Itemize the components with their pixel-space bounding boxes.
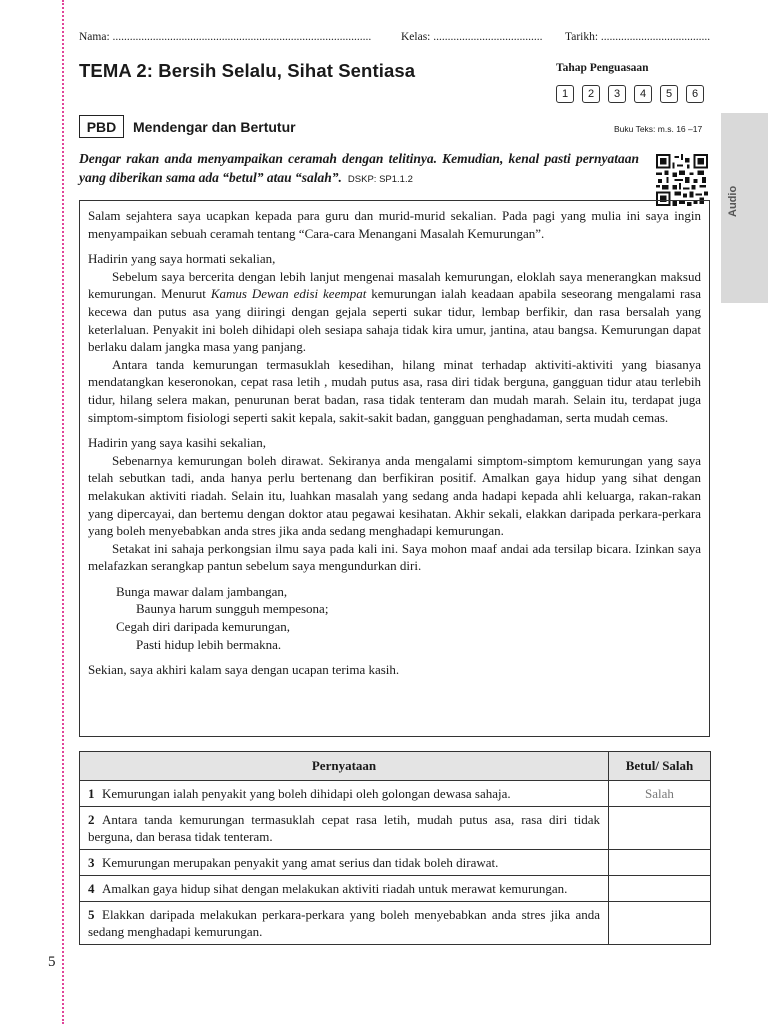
pantun-line: Bunga mawar dalam jambangan, — [116, 583, 288, 599]
statement-number: 3 — [88, 855, 95, 870]
pantun-line: Baunya harum sungguh mempesona; — [136, 601, 329, 617]
kelas-field[interactable]: Kelas: ...................................... — [401, 31, 543, 43]
passage-closing: Sekian, saya akhiri kalam saya dengan ucapan terima kasih. — [88, 662, 400, 678]
level-box[interactable]: 4 — [634, 85, 652, 103]
statement-cell — [80, 807, 609, 850]
level-box[interactable]: 2 — [582, 85, 600, 103]
textbook-reference: Buku Teks: m.s. 16 –17 — [614, 124, 703, 134]
answer-cell[interactable] — [609, 876, 711, 902]
statement-number: 5 — [88, 907, 95, 922]
tahap-levels — [556, 85, 704, 103]
section-subtitle: Mendengar dan Bertutur — [133, 119, 296, 135]
statement-number: 1 — [88, 786, 95, 801]
table-row — [80, 876, 711, 902]
statement-text: Elakkan daripada melakukan perkara-perkara yang boleh menyebabkan anda stres jika anda sedang menghadapi kemurungan. — [88, 907, 600, 939]
statement-table — [79, 751, 711, 945]
margin-dotted-line — [62, 0, 64, 1024]
instruction-text: Dengar rakan anda menyampaikan ceramah dengan telitinya. Kemudian, kenal pasti pernyataan yang diberikan sama ada “betul” atau “salah”. — [79, 151, 639, 185]
instruction — [79, 149, 639, 189]
passage-paragraph: Salam sejahtera saya ucapkan kepada para guru dan murid-murid sekalian. Pada pagi yang mulia ini saya ingin menyampaikan sebuah ceramah tentang “Cara-cara Menangani Masalah Kemurungan”. — [88, 208, 701, 241]
statement-number: 2 — [88, 812, 95, 827]
table-row — [80, 850, 711, 876]
column-header-betul-salah: Betul/ Salah — [609, 752, 711, 781]
statement-number: 4 — [88, 881, 95, 896]
pantun — [116, 583, 701, 653]
statement-cell — [80, 850, 609, 876]
audio-tab-label[interactable]: Audio — [727, 185, 739, 217]
column-header-pernyataan: Pernyataan — [80, 752, 609, 781]
passage-greeting: Hadirin yang saya kasihi sekalian, — [88, 435, 266, 451]
page-title: TEMA 2: Bersih Selalu, Sihat Sentiasa — [79, 60, 416, 81]
passage-greeting: Hadirin yang saya hormati sekalian, — [88, 251, 276, 267]
ceramah-passage — [79, 200, 710, 737]
qr-code-icon[interactable] — [656, 154, 708, 206]
level-box[interactable]: 3 — [608, 85, 626, 103]
statement-cell — [80, 781, 609, 807]
answer-cell[interactable]: Salah — [609, 781, 711, 807]
statement-text: Kemurungan ialah penyakit yang boleh dihidapi oleh golongan dewasa sahaja. — [102, 786, 511, 801]
page-number: 5 — [48, 954, 56, 970]
table-row — [80, 807, 711, 850]
answer-cell[interactable] — [609, 850, 711, 876]
tarikh-field[interactable]: Tarikh: ...................................... — [565, 31, 711, 43]
pantun-line: Cegah diri daripada kemurungan, — [116, 619, 290, 635]
statement-cell — [80, 902, 609, 945]
answer-cell[interactable] — [609, 807, 711, 850]
passage-paragraph: Setakat ini sahaja perkongsian ilmu saya pada kali ini. Saya mohon maaf andai ada tersilap bicara. Izinkan saya melafazkan serangkap pantun sebelum saya mengundurkan diri. — [88, 540, 701, 574]
nama-field[interactable]: Nama: .......................................................................................... — [79, 31, 372, 43]
level-box[interactable]: 1 — [556, 85, 574, 103]
dskp-code: DSKP: SP1.1.2 — [347, 174, 413, 185]
statement-text: Amalkan gaya hidup sihat dengan melakukan aktiviti riadah untuk merawat kemurungan. — [102, 881, 568, 896]
book-title: Kamus Dewan edisi keempat — [210, 286, 367, 302]
level-box[interactable]: 6 — [686, 85, 704, 103]
table-row — [80, 781, 711, 807]
statement-text: Kemurungan merupakan penyakit yang amat serius dan tidak boleh dirawat. — [102, 855, 499, 870]
answer-cell[interactable] — [609, 902, 711, 945]
statement-text: Antara tanda kemurungan termasuklah cepat rasa letih, mudah putus asa, rasa diri tidak berguna, dan berasa tidak tenteram. — [88, 812, 600, 844]
pbd-badge: PBD — [79, 115, 124, 138]
pantun-line: Pasti hidup lebih bermakna. — [136, 636, 282, 652]
passage-paragraph: Sebelum saya bercerita dengan lebih lanjut mengenai masalah kemurungan, eloklah saya menerangkan maksud kemurungan. Menurut Kamus Dewan edisi keempat kemurungan ialah keadaan apabila seseorang mengalami rasa kecewa dan putus asa yang diiringi dengan gejala seperti sukar tidur, lembap berfikir, dan rasa bersalah yang keterlaluan. Penyakit ini boleh dihidapi oleh sesiapa sahaja tidak kira umur, jantina, atau bangsa. Kemurungan dapat berlaku dalam jangka masa yang panjang. — [88, 268, 701, 355]
passage-paragraph: Antara tanda kemurungan termasuklah kesedihan, hilang minat terhadap aktiviti-aktiviti yang biasanya mendatangkan keseronokan, cepat rasa letih , mudah putus asa, rasa diri tidak berguna, gangguan tidur atau terlebih tidur, hilang selera makan, penurunan berat badan, rasa tidak tenteram dan mudah marah. Selain itu, terdapat juga simptom-simptom fisiologi seperti sakit kepala, sakit-sakit badan, gangguan penghadaman, serta mudah cemas. — [88, 356, 701, 425]
tahap-label: Tahap Penguasaan — [556, 62, 649, 74]
statement-cell — [80, 876, 609, 902]
passage-paragraph: Sebenarnya kemurungan boleh dirawat. Sekiranya anda mengalami simptom-simptom kemurungan yang saya telah sebutkan tadi, anda hanya perlu bertenang dan berfikiran positif. Amalkan gaya hidup yang sihat dengan melakukan aktiviti riadah. Selain itu, luahkan masalah yang sedang anda hadapi kepada ahli keluarga, rakan-rakan yang dipercayai, dan bertemu dengan doktor atau pegawai kesihatan. Akhir sekali, elakkan daripada perkara-perkara yang boleh menyebabkan anda stres jika anda sedang menghadapi kemurungan. — [88, 452, 701, 539]
table-row — [80, 902, 711, 945]
level-box[interactable]: 5 — [660, 85, 678, 103]
